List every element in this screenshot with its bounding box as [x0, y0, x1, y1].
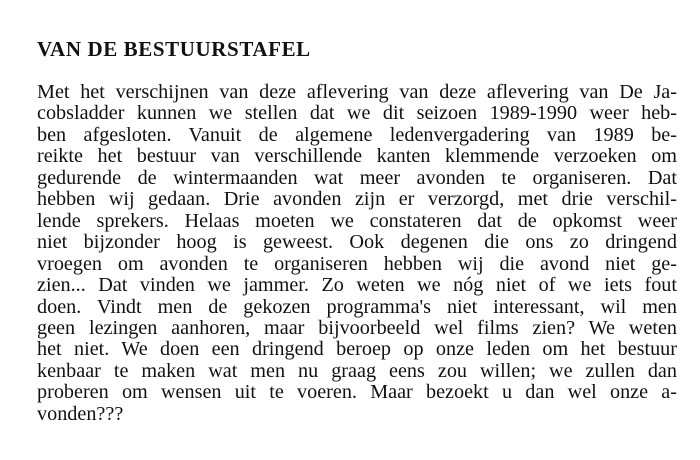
body-line: vroegen om avonden te organiseren hebben wij die avond niet ge-: [37, 252, 677, 275]
body-line: hebben wij gedaan. Drie avonden zijn er verzorgd, met drie verschil-: [37, 188, 677, 211]
body-line: Met het verschijnen van deze aflevering van deze aflevering van De Ja-: [37, 81, 677, 103]
body-line: ben afgesloten. Vanuit de algemene ledenvergadering van 1989 be-: [37, 123, 677, 146]
body-line: proberen om wensen uit te voeren. Maar bezoekt u dan wel onze a-: [37, 381, 677, 404]
body-line: het niet. We doen een dringend beroep op onze leden om het bestuur: [37, 338, 677, 361]
body-line: lende sprekers. Helaas moeten we constateren dat de opkomst weer: [37, 209, 677, 232]
body-line: zien... Dat vinden we jammer. Zo weten we nóg niet of we iets fout: [37, 274, 677, 297]
article-heading: VAN DE BESTUURSTAFEL: [37, 37, 311, 61]
article-body: [37, 82, 677, 425]
body-line: cobsladder kunnen we stellen dat we dit seizoen 1989-1990 weer heb-: [37, 102, 677, 125]
body-line: gedurende de wintermaanden wat meer avonden te organiseren. Dat: [37, 166, 677, 189]
body-line: kenbaar te maken wat men nu graag eens zou willen; we zullen dan: [37, 359, 677, 382]
body-line: geen lezingen aanhoren, maar bijvoorbeeld wel films zien? We weten: [37, 316, 677, 339]
body-line: niet bijzonder hoog is geweest. Ook degenen die ons zo dringend: [37, 231, 677, 254]
body-line: vonden???: [37, 402, 124, 425]
body-line: reikte het bestuur van verschillende kanten klemmende verzoeken om: [37, 145, 677, 168]
body-line: doen. Vindt men de gekozen programma's niet interessant, wil men: [37, 295, 677, 318]
